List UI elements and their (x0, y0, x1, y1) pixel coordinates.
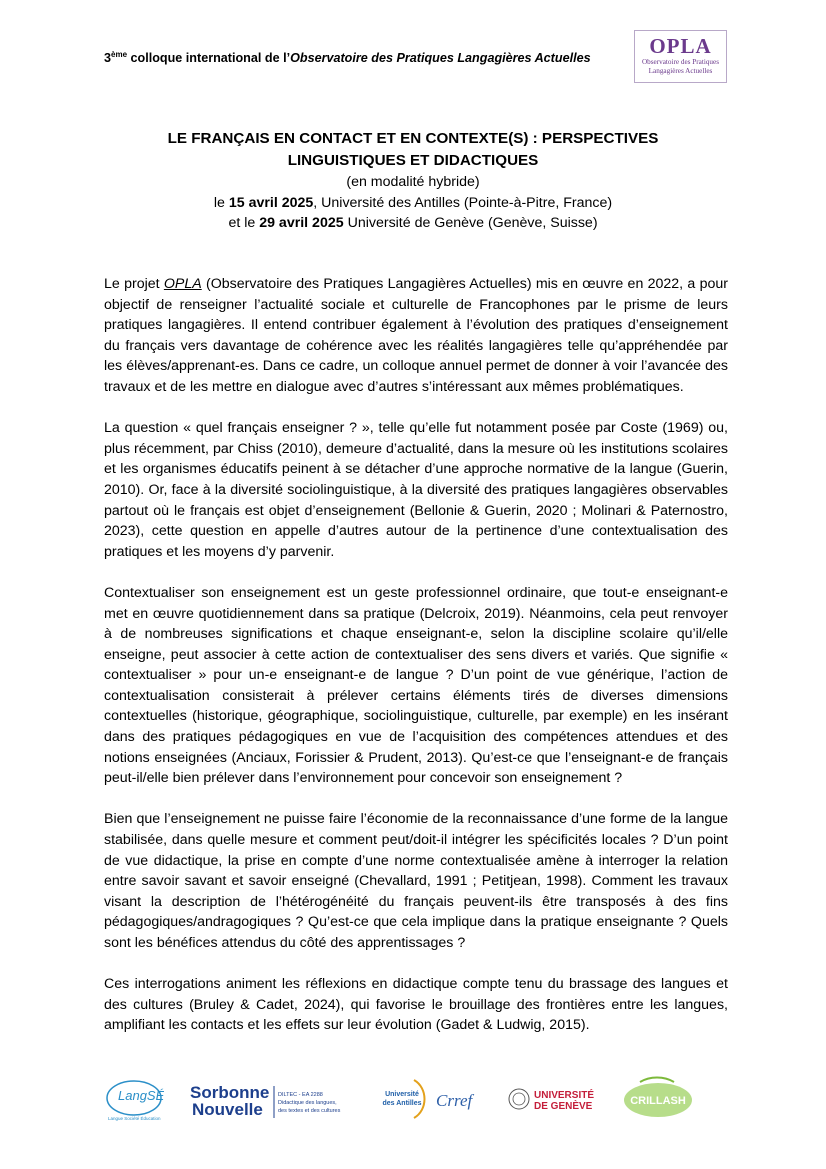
date2-prefix: et le (228, 215, 260, 231)
geneve-line2: DE GENÈVE (534, 1101, 593, 1112)
paragraph-2: La question « quel français enseigner ? », telle qu’elle fut notamment posée par Coste (1969) ou, plus récemment, par Chiss (2010), demeure d’actualité, dans la mesure où les institutions scolaires et les organismes éducatifs peinent à se détacher d’une approche normative de la langue (Guerin, 2010). Or, face à la diversité sociolinguistique, à la diversité des pratiques langagières observables partout où le français est objet d’enseignement (Bellonie & Guerin, 2020 ; Molinari & Paternostro, 2023), cette question en appelle d’autres autour de la pertinence d’une contextualisation des pratiques et les moyens d’y parvenir. (104, 420, 728, 560)
ordinal-suffix: ème (111, 50, 128, 59)
paragraph-1 (104, 274, 728, 398)
crref-logo (434, 1074, 486, 1124)
partner-logos (104, 1074, 728, 1124)
observatory-name: Observatoire des Pratiques Langagières Actuelles (290, 51, 591, 65)
header-prefix: colloque international de l’ (127, 51, 291, 65)
antilles-logo (376, 1074, 430, 1124)
date2: 29 avril 2025 (259, 215, 344, 231)
sorbonne-line1: Sorbonne (190, 1083, 270, 1102)
sorbonne-desc2: des textes et des cultures (278, 1108, 341, 1114)
sorbonne-lab: DILTEC - EA 2288 (278, 1092, 323, 1098)
body-text (104, 274, 728, 1057)
date1-prefix: le (213, 194, 229, 211)
opla-link[interactable]: OPLA (163, 276, 202, 292)
sorbonne-line2: Nouvelle (192, 1100, 263, 1119)
opla-line1: Observatoire des Pratiques (641, 58, 720, 66)
crillash-logo (620, 1074, 698, 1124)
ordinal: 3 (104, 51, 112, 65)
title-line-2: LINGUISTIQUES ET DIDACTIQUES (287, 152, 539, 169)
opla-acronym: OPLA (649, 34, 712, 58)
langse-logo (104, 1074, 164, 1124)
antilles-line1: Université (385, 1091, 419, 1098)
date2-place: Université de Genève (Genève, Suisse) (343, 215, 598, 231)
sorbonne-desc1: Didactique des langues, (278, 1100, 337, 1106)
date-line-2 (100, 213, 726, 234)
langse-name: LangSÉ (118, 1088, 164, 1103)
conference-header (104, 50, 624, 65)
date1-place: , Université des Antilles (Pointe-à-Pitre, France) (313, 194, 613, 211)
title-block (100, 128, 726, 234)
date1: 15 avril 2025 (228, 194, 314, 211)
paragraph-5: Ces interrogations animent les réflexions en didactique compte tenu du brassage des langues et des cultures (Bruley & Cadet, 2024), qui favorise le brouillage des frontières entre les langues, amplifiant les contacts et les effets sur leur évolution (Gadet & Ludwig, 2015). (104, 976, 728, 1034)
sorbonne-logo (188, 1074, 358, 1124)
modality: (en modalité hybride) (346, 174, 480, 190)
crref-name: Crref (436, 1091, 473, 1110)
langse-caption: Langue Société Éducation (108, 1116, 161, 1121)
paragraph-4: Bien que l’enseignement ne puisse faire l’économie de la reconnaissance d’une forme de la langue stabilisée, dans quelle mesure et comment peut/doit-il intégrer les spécificités locales ? D’un point de vue didactique, la prise en compte d’une norme contextualisée amène à interroger la relation entre savoir savant et savoir enseigné (Chevallard, 1991 ; Petitjean, 1998). Comment les travaux visant la description de l’hétérogénéité du français peuvent-ils être transposés à des fins pédagogiques/andragogiques ? Qu’est-ce que cela implique dans la pratique enseignante ? Quels sont les bénéfices attendus du côté des apprentissages ? (104, 811, 728, 951)
opla-line2: Langagières Actuelles (648, 67, 713, 75)
geneve-line1: UNIVERSITÉ (534, 1090, 595, 1101)
antilles-line2: des Antilles (382, 1100, 422, 1107)
geneve-logo (508, 1074, 604, 1124)
p1-after: (Observatoire des Pratiques Langagières Actuelles) mis en œuvre en 2022, a pour objectif de renseigner l’actualité sociale et culturelle de Francophones par le prisme de leurs pratiques langagières. Il entend contribuer également à l’évolution des pratiques d’enseignement du français vers davantage de cohérence avec les réalités langagières telle qu’appréhendée par les élèves/apprenant-es. Dans ce cadre, un colloque annuel permet de donner à voir l’avancée des travaux et de les mettre en dialogue avec d’autres s’intéressant aux mêmes problématiques. (104, 276, 728, 395)
title-line-1: LE FRANÇAIS EN CONTACT ET EN CONTEXTE(S) : PERSPECTIVES (167, 130, 659, 147)
date-line-1 (100, 193, 726, 214)
paragraph-3: Contextualiser son enseignement est un geste professionnel ordinaire, que tout-e enseignant-e met en œuvre quotidiennement dans sa pratique (Delcroix, 2019). Néanmoins, cela peut renvoyer à de nombreuses significations et chaque enseignant-e, selon la discipline scolaire qu’il/elle enseigne, peut associer à cette action de contextualiser des sens divers et variés. Que signifie « contextualiser » pour un-e enseignant-e de langue ? D’un point de vue générique, l’action de contextualisation consisterait à prélever certains éléments tirés de diverses dimensions contextuelles (historique, géographique, sociolinguistique, culturelle, par exemple) en les insérant dans des pratiques pédagogiques en vue de l’acquisition des compétences attendues et des notions enseignées (Anciaux, Forissier & Prudent, 2013). Qu’est-ce que l’enseignant-e de français peut-il/elle bien prélever dans l’environnement pour concevoir son enseignement ? (104, 584, 728, 787)
crillash-name: CRILLASH (630, 1095, 686, 1107)
opla-logo (634, 30, 727, 83)
p1-before: Le projet (104, 276, 164, 292)
